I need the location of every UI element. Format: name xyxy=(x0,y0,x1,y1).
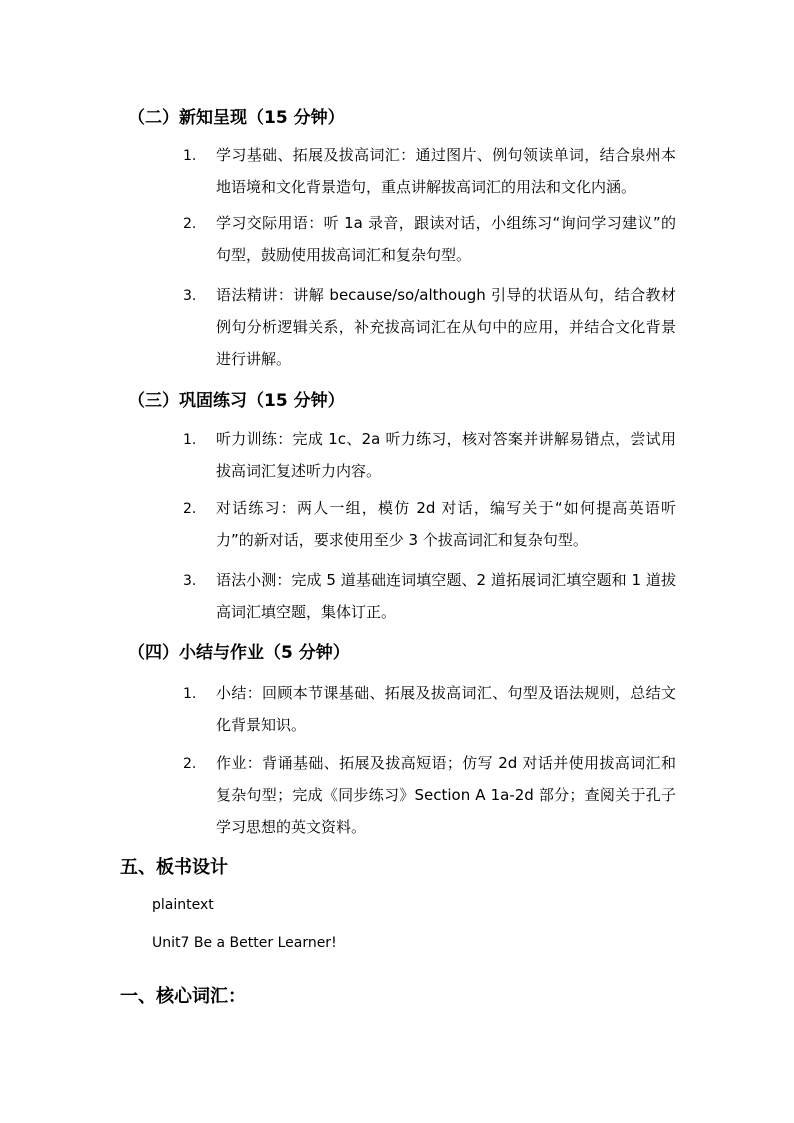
list-item-number: 3. xyxy=(183,288,197,304)
section-title-summary-homework: （四）小结与作业（5 分钟） xyxy=(128,643,350,663)
list-item-text: 作业：背诵基础、拓展及拔高短语；仿写 2d 对话并使用拔高词汇和复杂句型；完成《同步练习》Section A 1a-2d 部分；查阅关于孔子学习思想的英文资料。 xyxy=(216,754,676,836)
section-title-new-knowledge: （二）新知呈现（15 分钟） xyxy=(128,108,345,128)
list-item-text: 学习基础、拓展及拔高词汇：通过图片、例句领读单词，结合泉州本地语境和文化背景造句，重点讲解拔高词汇的用法和文化内涵。 xyxy=(216,146,676,196)
list-item-number: 1. xyxy=(183,148,197,164)
section-title-consolidation: （三）巩固练习（15 分钟） xyxy=(128,391,345,411)
unit-title-line: Unit7 Be a Better Learner! xyxy=(152,935,337,951)
core-vocabulary-heading: 一、核心词汇： xyxy=(120,986,246,1007)
list-item-text: 小结：回顾本节课基础、拓展及拔高词汇、句型及语法规则，总结文化背景知识。 xyxy=(216,684,676,734)
list-item-text: 语法精讲：讲解 because/so/although 引导的状语从句，结合教材例句分析逻辑关系，补充拔高词汇在从句中的应用，并结合文化背景进行讲解。 xyxy=(216,286,676,368)
list-item-text: 语法小测：完成 5 道基础连词填空题、2 道拓展词汇填空题和 1 道拔高词汇填空题，集体订正。 xyxy=(216,571,676,621)
list-item-number: 2. xyxy=(183,501,197,517)
code-language-label: plaintext xyxy=(152,897,214,913)
board-design-heading: 五、板书设计 xyxy=(120,857,228,878)
list-item-text: 对话练习：两人一组，模仿 2d 对话，编写关于“如何提高英语听力”的新对话，要求使用至少 3 个拔高词汇和复杂句型。 xyxy=(216,499,676,549)
list-item-number: 1. xyxy=(183,686,197,702)
list-item-number: 2. xyxy=(183,756,197,772)
list-item-number: 1. xyxy=(183,432,197,448)
list-item-number: 3. xyxy=(183,573,197,589)
list-item-text: 学习交际用语：听 1a 录音，跟读对话，小组练习“询问学习建议”的句型，鼓励使用拔高词汇和复杂句型。 xyxy=(216,214,676,264)
list-item-number: 2. xyxy=(183,216,197,232)
list-item-text: 听力训练：完成 1c、2a 听力练习，核对答案并讲解易错点，尝试用拔高词汇复述听力内容。 xyxy=(216,430,676,480)
